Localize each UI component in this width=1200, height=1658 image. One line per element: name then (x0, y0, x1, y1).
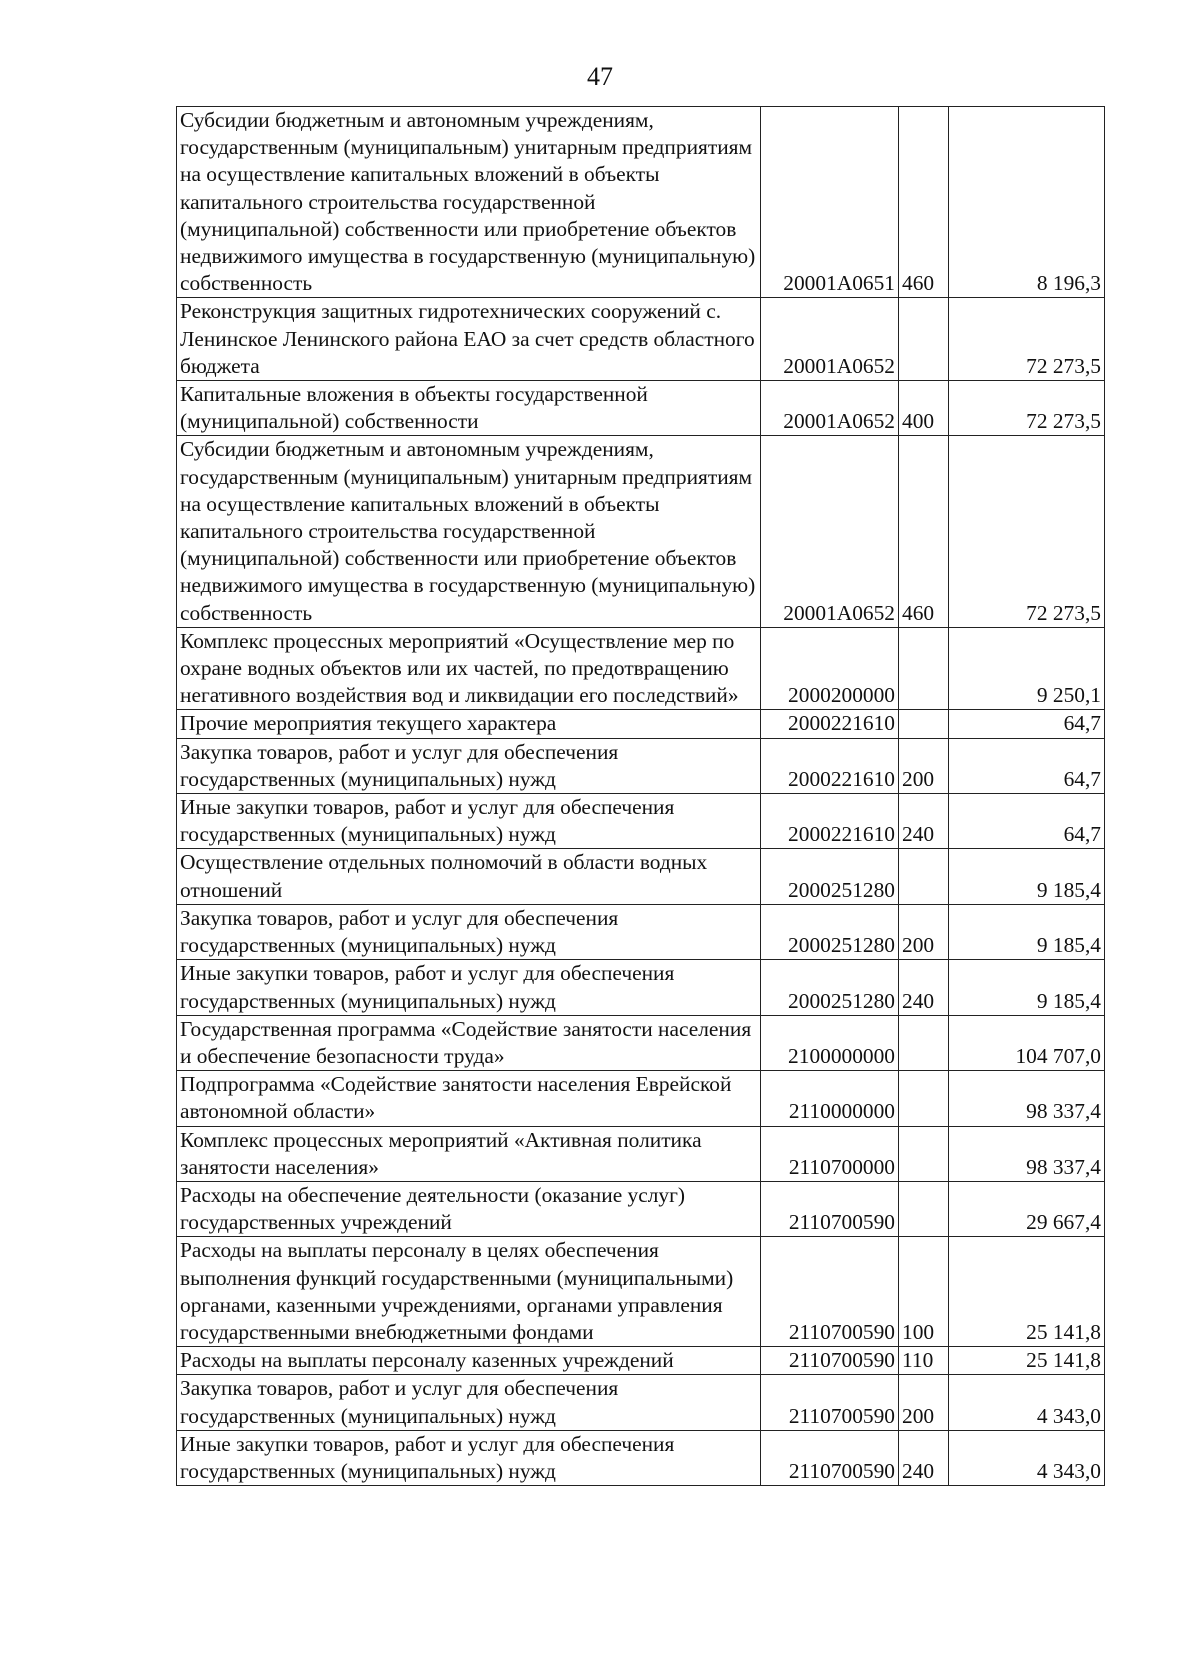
table-row (177, 627, 1105, 710)
expense-name-cell: Закупка товаров, работ и услуг для обеспечения государственных (муниципальных) нужд (177, 738, 761, 793)
expense-name-cell: Подпрограмма «Содействие занятости населения Еврейской автономной области» (177, 1071, 761, 1126)
target-article-code-cell: 20001A0651 (761, 107, 899, 298)
table-row (177, 1375, 1105, 1430)
target-article-code-cell: 2110700590 (761, 1237, 899, 1347)
amount-cell: 9 250,1 (949, 627, 1105, 710)
table-row (177, 849, 1105, 904)
expense-type-code-cell (899, 298, 949, 381)
amount-cell: 64,7 (949, 710, 1105, 738)
expense-type-code-cell (899, 710, 949, 738)
target-article-code-cell: 20001A0652 (761, 436, 899, 627)
table-row (177, 960, 1105, 1015)
amount-cell: 98 337,4 (949, 1126, 1105, 1181)
table-row (177, 1015, 1105, 1070)
target-article-code-cell: 2000221610 (761, 738, 899, 793)
expense-type-code-cell: 240 (899, 960, 949, 1015)
expense-type-code-cell: 460 (899, 436, 949, 627)
amount-cell: 72 273,5 (949, 436, 1105, 627)
table-row (177, 1237, 1105, 1347)
target-article-code-cell: 2110700000 (761, 1126, 899, 1181)
expense-type-code-cell (899, 1181, 949, 1236)
expense-type-code-cell: 400 (899, 381, 949, 436)
expense-type-code-cell (899, 627, 949, 710)
target-article-code-cell: 2110700590 (761, 1347, 899, 1375)
amount-cell: 64,7 (949, 738, 1105, 793)
expense-name-cell: Иные закупки товаров, работ и услуг для обеспечения государственных (муниципальных) нужд (177, 960, 761, 1015)
target-article-code-cell: 2000221610 (761, 710, 899, 738)
table-row (177, 1126, 1105, 1181)
table-row (177, 710, 1105, 738)
target-article-code-cell: 2000221610 (761, 794, 899, 849)
target-article-code-cell: 2110000000 (761, 1071, 899, 1126)
amount-cell: 25 141,8 (949, 1347, 1105, 1375)
target-article-code-cell: 2110700590 (761, 1181, 899, 1236)
target-article-code-cell: 2000200000 (761, 627, 899, 710)
expense-type-code-cell (899, 1015, 949, 1070)
table-row (177, 1347, 1105, 1375)
amount-cell: 64,7 (949, 794, 1105, 849)
expense-type-code-cell (899, 1126, 949, 1181)
amount-cell: 72 273,5 (949, 298, 1105, 381)
table-row (177, 1430, 1105, 1485)
expense-name-cell: Государственная программа «Содействие занятости населения и обеспечение безопасности труда» (177, 1015, 761, 1070)
amount-cell: 8 196,3 (949, 107, 1105, 298)
amount-cell: 25 141,8 (949, 1237, 1105, 1347)
expense-name-cell: Прочие мероприятия текущего характера (177, 710, 761, 738)
expense-name-cell: Иные закупки товаров, работ и услуг для обеспечения государственных (муниципальных) нужд (177, 794, 761, 849)
budget-table (176, 106, 1105, 1486)
table-row (177, 738, 1105, 793)
expense-name-cell: Субсидии бюджетным и автономным учреждениям, государственным (муниципальным) унитарным предприятиям на осуществление капитальных вложений в объекты капитального строительства государственной (муниципальной) собственности или приобретение объектов недвижимого имущества в государственную (муниципальную) собственность (177, 107, 761, 298)
amount-cell: 9 185,4 (949, 904, 1105, 959)
amount-cell: 104 707,0 (949, 1015, 1105, 1070)
target-article-code-cell: 2000251280 (761, 960, 899, 1015)
target-article-code-cell: 2110700590 (761, 1430, 899, 1485)
expense-name-cell: Комплекс процессных мероприятий «Осуществление мер по охране водных объектов или их частей, по предотвращению негативного воздействия вод и ликвидации его последствий» (177, 627, 761, 710)
target-article-code-cell: 20001A0652 (761, 298, 899, 381)
expense-type-code-cell: 460 (899, 107, 949, 298)
expense-name-cell: Комплекс процессных мероприятий «Активная политика занятости населения» (177, 1126, 761, 1181)
expense-name-cell: Закупка товаров, работ и услуг для обеспечения государственных (муниципальных) нужд (177, 1375, 761, 1430)
amount-cell: 9 185,4 (949, 849, 1105, 904)
expense-type-code-cell: 200 (899, 738, 949, 793)
expense-name-cell: Реконструкция защитных гидротехнических сооружений с. Ленинское Ленинского района ЕАО за счет средств областного бюджета (177, 298, 761, 381)
amount-cell: 72 273,5 (949, 381, 1105, 436)
amount-cell: 29 667,4 (949, 1181, 1105, 1236)
table-row (177, 794, 1105, 849)
expense-type-code-cell (899, 1071, 949, 1126)
target-article-code-cell: 2000251280 (761, 904, 899, 959)
table-row (177, 381, 1105, 436)
table-row (177, 1071, 1105, 1126)
expense-name-cell: Расходы на выплаты персоналу казенных учреждений (177, 1347, 761, 1375)
expense-name-cell: Закупка товаров, работ и услуг для обеспечения государственных (муниципальных) нужд (177, 904, 761, 959)
budget-table-body (177, 107, 1105, 1486)
page-number: 47 (587, 62, 613, 91)
amount-cell: 98 337,4 (949, 1071, 1105, 1126)
expense-name-cell: Осуществление отдельных полномочий в области водных отношений (177, 849, 761, 904)
expense-type-code-cell: 240 (899, 794, 949, 849)
expense-type-code-cell (899, 849, 949, 904)
amount-cell: 9 185,4 (949, 960, 1105, 1015)
table-row (177, 107, 1105, 298)
table-row (177, 1181, 1105, 1236)
expense-name-cell: Иные закупки товаров, работ и услуг для обеспечения государственных (муниципальных) нужд (177, 1430, 761, 1485)
expense-name-cell: Субсидии бюджетным и автономным учреждениям, государственным (муниципальным) унитарным предприятиям на осуществление капитальных вложений в объекты капитального строительства государственной (муниципальной) собственности или приобретение объектов недвижимого имущества в государственную (муниципальную) собственность (177, 436, 761, 627)
table-row (177, 436, 1105, 627)
amount-cell: 4 343,0 (949, 1375, 1105, 1430)
target-article-code-cell: 2000251280 (761, 849, 899, 904)
target-article-code-cell: 2100000000 (761, 1015, 899, 1070)
amount-cell: 4 343,0 (949, 1430, 1105, 1485)
expense-type-code-cell: 100 (899, 1237, 949, 1347)
target-article-code-cell: 2110700590 (761, 1375, 899, 1430)
expense-type-code-cell: 200 (899, 1375, 949, 1430)
table-row (177, 298, 1105, 381)
expense-name-cell: Расходы на выплаты персоналу в целях обеспечения выполнения функций государственными (муниципальными) органами, казенными учреждениями, органами управления государственными внебюджетными фондами (177, 1237, 761, 1347)
table-row (177, 904, 1105, 959)
expense-name-cell: Капитальные вложения в объекты государственной (муниципальной) собственности (177, 381, 761, 436)
expense-type-code-cell: 240 (899, 1430, 949, 1485)
expense-name-cell: Расходы на обеспечение деятельности (оказание услуг) государственных учреждений (177, 1181, 761, 1236)
target-article-code-cell: 20001A0652 (761, 381, 899, 436)
expense-type-code-cell: 200 (899, 904, 949, 959)
expense-type-code-cell: 110 (899, 1347, 949, 1375)
